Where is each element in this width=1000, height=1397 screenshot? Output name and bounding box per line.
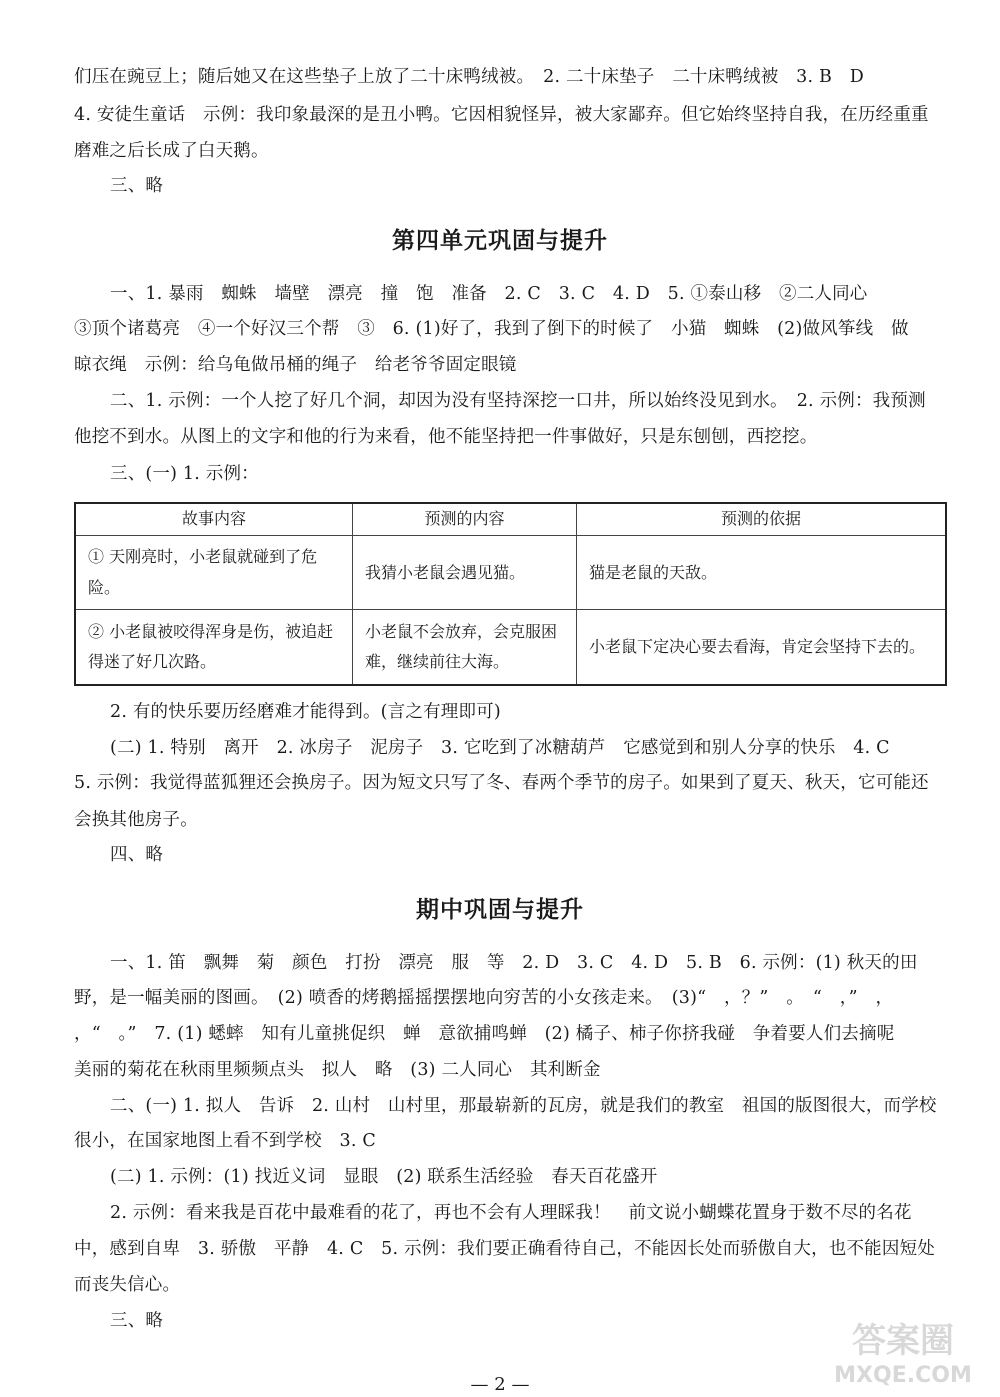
prediction-table [74, 502, 947, 686]
table-row [75, 536, 946, 610]
table-header-row [75, 503, 946, 536]
table-header-cell: 预测的依据 [577, 503, 947, 536]
text-line: 美丽的菊花在秋雨里频频点头 拟人 略 (3) 二人同心 其利断金 [74, 1060, 601, 1080]
text-line: 一、1. 暴雨 蜘蛛 墙壁 漂亮 撞 饱 准备 2. C 3. C 4. D 5. ①泰山移 ②二人同心 [110, 284, 868, 304]
section-heading: 第四单元巩固与提升 [392, 228, 608, 254]
text-line: (二) 1. 特别 离开 2. 冰房子 泥房子 3. 它吃到了冰糖葫芦 它感觉到和别人分享的快乐 4. C [110, 738, 890, 758]
text-line: 二、(一) 1. 拟人 告诉 2. 山村 山村里，那最崭新的瓦房，就是我们的教室 祖国的版图很大，而学校 [110, 1096, 937, 1116]
text-line: 中，感到自卑 3. 骄傲 平静 4. C 5. 示例：我们要正确看待自己，不能因长处而骄傲自大，也不能因短处 [74, 1239, 935, 1259]
text-line: 很小，在国家地图上看不到学校 3. C [74, 1131, 376, 1151]
text-line: 4. 安徒生童话 示例：我印象最深的是丑小鸭。它因相貌怪异，被大家鄙弃。但它始终坚持自我，在历经重重 [74, 105, 929, 125]
text-line: 磨难之后长成了白天鹅。 [74, 141, 269, 161]
text-line: 二、1. 示例：一个人挖了好几个洞，却因为没有坚持深挖一口井，所以始终没见到水。 2. 示例：我预测 [110, 391, 926, 411]
text-line: 三、略 [110, 1311, 164, 1331]
table-cell: 猫是老鼠的天敌。 [577, 536, 947, 610]
table-row [75, 610, 946, 685]
text-line: 5. 示例：我觉得蓝狐狸还会换房子。因为短文只写了冬、春两个季节的房子。如果到了夏天、秋天，它可能还 [74, 773, 929, 793]
text-line: 三、(一) 1. 示例： [110, 464, 259, 484]
text-line: 一、1. 笛 飘舞 菊 颜色 打扮 漂亮 服 等 2. D 3. C 4. D 5. B 6. 示例：(1) 秋天的田 [110, 953, 918, 973]
text-line: 晾衣绳 示例：给乌龟做吊桶的绳子 给老爷爷固定眼镜 [74, 355, 517, 375]
table-cell: 小老鼠下定决心要去看海，肯定会坚持下去的。 [577, 610, 947, 685]
text-line: 2. 有的快乐要历经磨难才能得到。(言之有理即可) [110, 702, 501, 722]
text-line: 他挖不到水。从图上的文字和他的行为来看，他不能坚持把一件事做好，只是东刨刨，西挖挖。 [74, 427, 818, 447]
text-line: (二) 1. 示例：(1) 找近义词 显眼 (2) 联系生活经验 春天百花盛开 [110, 1167, 658, 1187]
text-line: 而丧失信心。 [74, 1275, 181, 1295]
text-line: 会换其他房子。 [74, 810, 198, 830]
watermark-url: MXQE.COM [834, 1363, 972, 1388]
text-line: 2. 示例：看来我是百花中最难看的花了，再也不会有人理睬我！ 前文说小蝴蝶花置身于数不尽的名花 [110, 1203, 912, 1223]
table-header-cell: 预测的内容 [353, 503, 577, 536]
text-line: 四、略 [110, 845, 164, 865]
watermark-logo-text: 答案圈 [852, 1321, 954, 1361]
table-cell: ② 小老鼠被咬得浑身是伤，被追赶得迷了好几次路。 [75, 610, 353, 685]
table-cell: 小老鼠不会放弃，会克服困难，继续前往大海。 [353, 610, 577, 685]
text-line: ③顶个诸葛亮 ④一个好汉三个帮 ③ 6. (1)好了，我到了倒下的时候了 小猫 蜘蛛 (2)做风筝线 做 [74, 319, 909, 339]
text-line: 们压在豌豆上；随后她又在这些垫子上放了二十床鸭绒被。 2. 二十床垫子 二十床鸭绒被 3. B D [74, 67, 864, 87]
table-cell: ① 天刚亮时，小老鼠就碰到了危险。 [75, 536, 353, 610]
text-line: ，“ 。” 7. (1) 蟋蟀 知有儿童挑促织 蝉 意欲捕鸣蝉 (2) 橘子、柿子你挤我碰 争着要人们去摘呢 [74, 1024, 895, 1044]
table-cell: 我猜小老鼠会遇见猫。 [353, 536, 577, 610]
text-line: 三、略 [110, 176, 164, 196]
watermark-logo [818, 1310, 988, 1390]
section-heading: 期中巩固与提升 [416, 897, 584, 923]
text-line: 野，是一幅美丽的图画。 (2) 喷香的烤鹅摇摇摆摆地向穷苦的小女孩走来。 (3)“ ，？” 。 “ ，” ， [74, 988, 894, 1008]
page-number: — 2 — [470, 1374, 530, 1395]
table-header-cell: 故事内容 [75, 503, 353, 536]
